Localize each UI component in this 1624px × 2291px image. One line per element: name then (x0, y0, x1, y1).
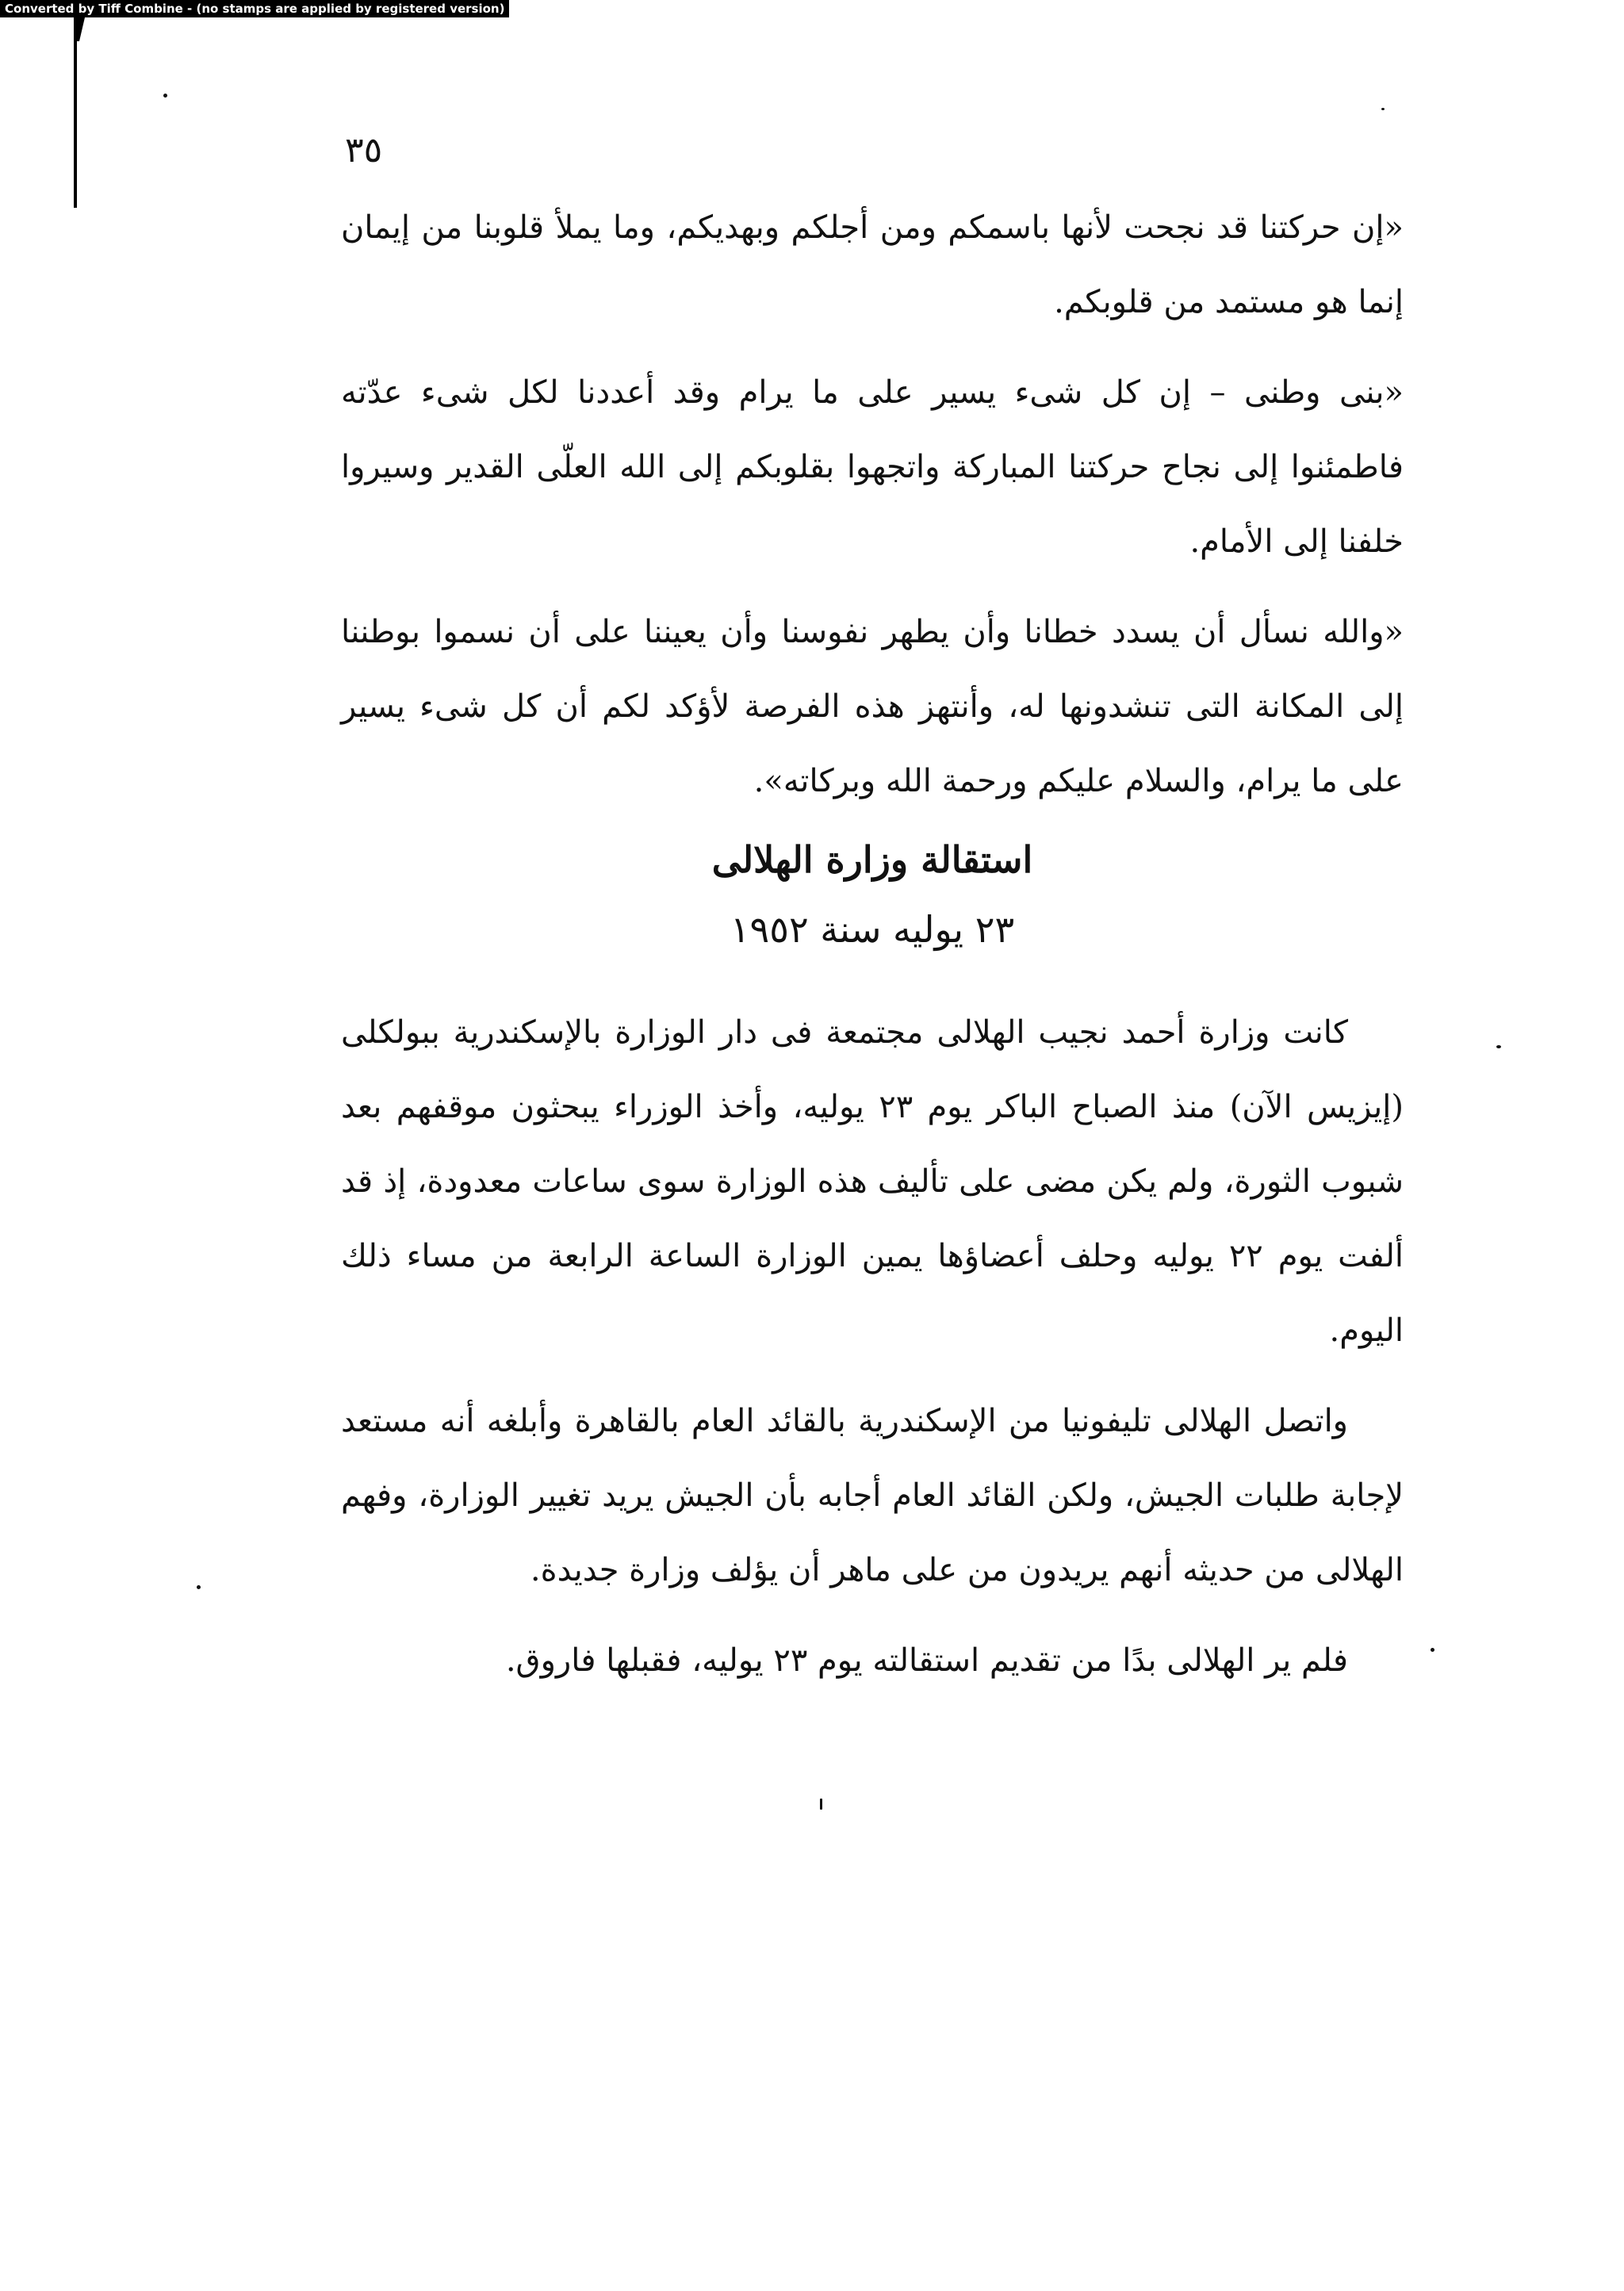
scan-edge-mark (74, 17, 77, 208)
section-date: ٢٣ يوليه سنة ١٩٥٢ (730, 908, 1015, 951)
scan-speck (1381, 108, 1385, 110)
body-paragraph: فلم ير الهلالى بدًا من تقديم استقالته يوم ٢٣ يوليه، فقبلها فاروق. (505, 1642, 1348, 1679)
quote-paragraph: «بنى وطنى – إن كل شىء يسير على ما يرام وقد أعددنا لكل شىء عدّته فاطمئنوا إلى نجاح حركتنا المباركة واتجهوا بقلوبكم إلى الله العلّى القدير وسيروا خلفنا إلى الأمام. (341, 374, 1404, 560)
section-body (341, 995, 1404, 1698)
converter-banner: Converted by Tiff Combine - (no stamps are applied by registered version) (0, 0, 509, 17)
scan-edge-tip (77, 17, 85, 41)
scan-speck (1431, 1648, 1434, 1652)
quote-paragraph: «إن حركتنا قد نجحت لأنها باسمكم ومن أجلكم وبهديكم، وما يملأ قلوبنا من إيمان إنما هو مستمد من قلوبكم. (341, 209, 1404, 320)
quote-paragraph: «والله نسأل أن يسدد خطانا وأن يطهر نفوسنا وأن يعيننا على أن نسموا بوطننا إلى المكانة التى تنشدونها له، وأنتهز هذه الفرصة لأؤكد لكم أن كل شىء يسير على ما يرام، والسلام عليكم ورحمة الله وبركاته». (341, 614, 1404, 799)
scan-speck (197, 1585, 201, 1589)
scan-speck (1496, 1045, 1501, 1048)
body-paragraph: كانت وزارة أحمد نجيب الهلالى مجتمعة فى دار الوزارة بالإسكندرية ببولكلى (إيزيس الآن) منذ الصباح الباكر يوم ٢٣ يوليه، وأخذ الوزراء يبحثون موقفهم بعد شبوب الثورة، ولم يكن مضى على تأليف هذه الوزارة سوى ساعات معدودة، إذ قد ألفت يوم ٢٢ يوليه وحلف أعضاؤها يمين الوزارة الساعة الرابعة من مساء ذلك اليوم. (341, 1014, 1404, 1349)
page-number: ٣٥ (345, 130, 383, 170)
body-paragraph: واتصل الهلالى تليفونيا من الإسكندرية بالقائد العام بالقاهرة وأبلغه أنه مستعد لإجابة طلبات الجيش، ولكن القائد العام أجابه بأن الجيش يريد تغيير الوزارة، وفهم الهلالى من حديثه أنهم يريدون من على ماهر أن يؤلف وزارة جديدة. (341, 1403, 1404, 1588)
scan-speck (163, 94, 167, 98)
speech-quote-block (341, 190, 1404, 818)
section-title: استقالة وزارة الهلالى (711, 838, 1033, 881)
scan-speck (820, 1799, 822, 1810)
